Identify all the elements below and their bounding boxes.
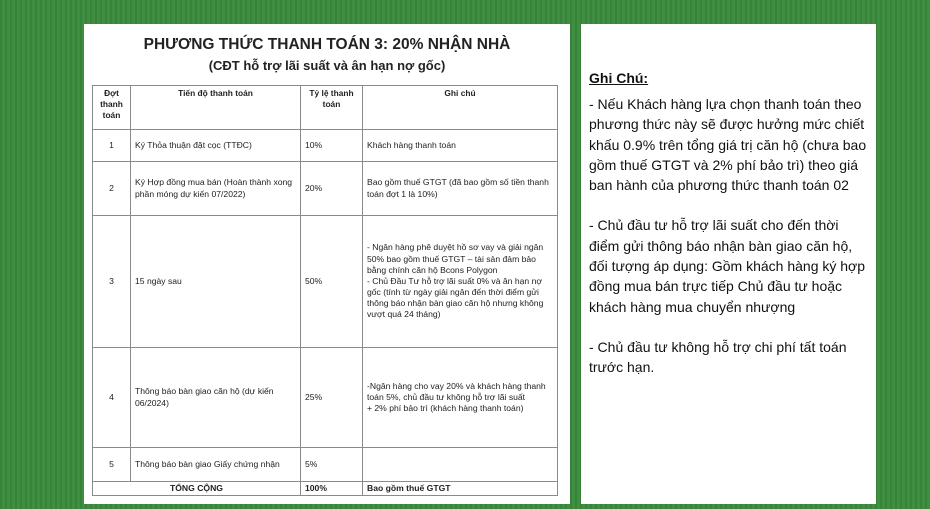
notes-title: Ghi Chú: <box>589 70 649 86</box>
cell-ratio: 50% <box>301 216 363 348</box>
header-note: Ghi chú <box>363 86 558 130</box>
header-ratio: Tỷ lệ thanh toán <box>301 86 363 130</box>
cell-progress: 15 ngày sau <box>131 216 301 348</box>
cell-ratio: 5% <box>301 448 363 482</box>
table-total-row <box>93 482 558 496</box>
cell-stage: 2 <box>93 162 131 216</box>
cell-stage: 3 <box>93 216 131 348</box>
table-row <box>93 348 558 448</box>
table-row <box>93 216 558 348</box>
table-row <box>93 448 558 482</box>
payment-schedule-panel <box>84 24 570 504</box>
cell-stage: 4 <box>93 348 131 448</box>
cell-ratio: 25% <box>301 348 363 448</box>
cell-ratio: 20% <box>301 162 363 216</box>
cell-note <box>363 448 558 482</box>
page-title: PHƯƠNG THỨC THANH TOÁN 3: 20% NHẬN NHÀ <box>143 36 511 53</box>
table-header-row <box>93 86 558 130</box>
notes-list <box>589 94 871 398</box>
cell-progress: Thông báo bàn giao Giấy chứng nhận <box>131 448 301 482</box>
cell-stage: 5 <box>93 448 131 482</box>
cell-note: Bao gồm thuế GTGT (đã bao gồm số tiền thanh toán đợt 1 là 10%) <box>363 162 558 216</box>
cell-stage: 1 <box>93 130 131 162</box>
cell-note: - Ngân hàng phê duyệt hồ sơ vay và giải ngân 50% bao gồm thuế GTGT – tài sản đảm bảo bằng chính căn hộ Bcons Polygon - Chủ Đầu Tư hỗ trợ lãi suất 0% và ân hạn nợ gốc (tính từ ngày giải ngân đến thời điểm gửi thông báo nhận bàn giao căn hộ nhưng không vượt quá 24 tháng) <box>363 216 558 348</box>
note-item: - Chủ đầu tư hỗ trợ lãi suất cho đến thời điểm gửi thông báo nhận bàn giao căn hộ, đối tượng áp dụng: Gồm khách hàng ký hợp đồng mua bán trực tiếp Chủ đầu tư hoặc khách hàng mua chuyển nhượng <box>589 217 866 315</box>
page-subtitle: (CĐT hỗ trợ lãi suất và ân hạn nợ gốc) <box>208 58 446 73</box>
cell-progress: Thông báo bàn giao căn hộ (dự kiến 06/2024) <box>131 348 301 448</box>
table-row <box>93 162 558 216</box>
payment-table <box>92 85 558 496</box>
cell-note: -Ngân hàng cho vay 20% và khách hàng thanh toán 5%, chủ đầu tư không hỗ trợ lãi suất + 2% phí bảo trì (khách hàng thanh toán) <box>363 348 558 448</box>
cell-note: Khách hàng thanh toán <box>363 130 558 162</box>
total-label: TỔNG CỘNG <box>93 482 301 496</box>
notes-panel <box>581 24 876 504</box>
cell-progress: Ký Thỏa thuận đặt cọc (TTĐC) <box>131 130 301 162</box>
header-progress: Tiến độ thanh toán <box>131 86 301 130</box>
total-ratio: 100% <box>301 482 363 496</box>
table-row <box>93 130 558 162</box>
cell-progress: Ký Hợp đồng mua bán (Hoàn thành xong phần móng dự kiến 07/2022) <box>131 162 301 216</box>
total-note: Bao gồm thuế GTGT <box>363 482 558 496</box>
cell-ratio: 10% <box>301 130 363 162</box>
note-item: - Chủ đầu tư không hỗ trợ chi phí tất toán trước hạn. <box>589 338 847 376</box>
header-stage: Đợt thanh toán <box>93 86 131 130</box>
note-item: - Nếu Khách hàng lựa chọn thanh toán theo phương thức này sẽ được hưởng mức chiết khấu 0.9% trên tổng giá trị căn hộ (chưa bao gồm thuế GTGT và 2% phí bảo trì) theo giá ban hành của phương thức thanh toán 02 <box>589 96 867 194</box>
